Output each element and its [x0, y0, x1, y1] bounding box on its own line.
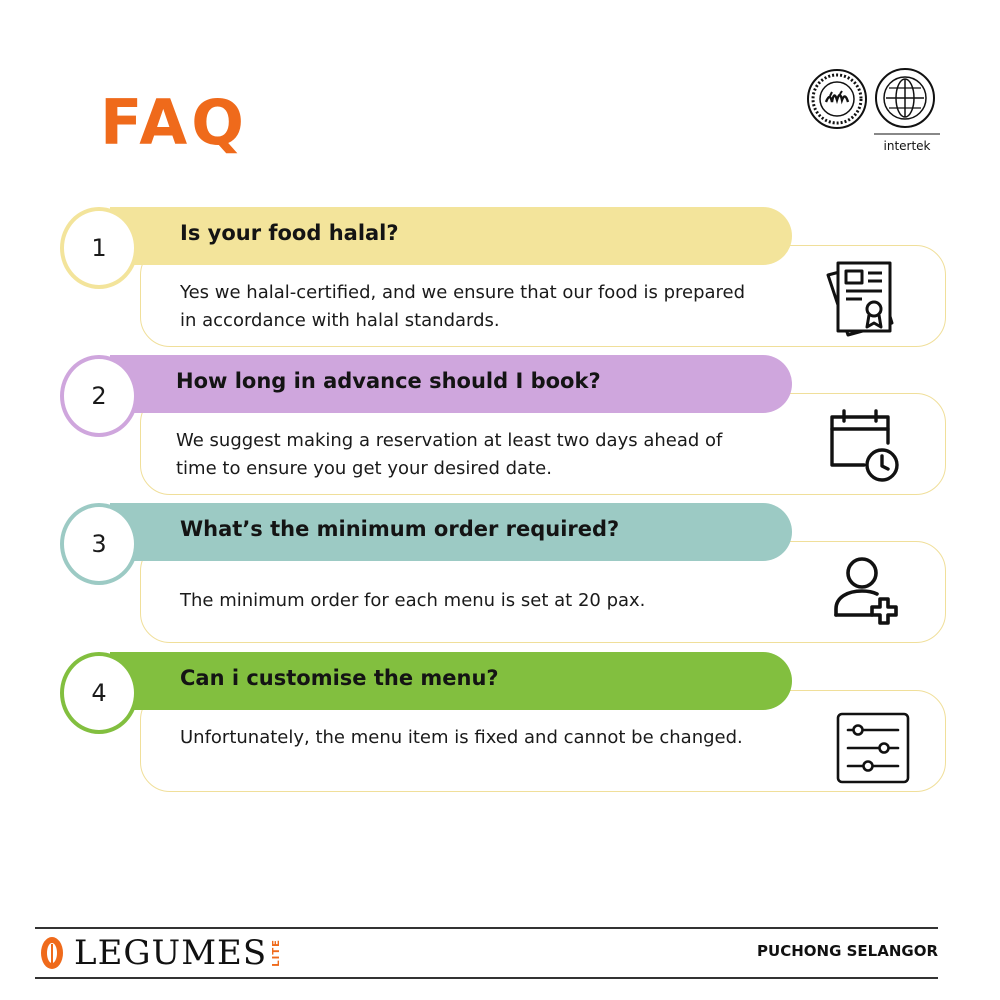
faq-question: How long in advance should I book? — [176, 369, 601, 393]
faq-item-2 — [0, 355, 1000, 500]
faq-number: 4 — [60, 652, 138, 734]
add-user-icon — [828, 551, 908, 631]
footer-divider-bottom — [35, 977, 938, 979]
location-label: PUCHONG SELANGOR — [757, 942, 938, 960]
faq-item-4 — [0, 652, 1000, 797]
intertek-label: intertek — [883, 139, 931, 153]
faq-number: 1 — [60, 207, 138, 289]
page-title: FAQ — [100, 86, 248, 159]
footer-divider-top — [35, 927, 938, 929]
faq-question: Can i customise the menu? — [180, 666, 499, 690]
faq-answer: Unfortunately, the menu item is fixed and cannot be changed. — [180, 727, 743, 748]
certificate-icon — [822, 257, 902, 337]
sliders-icon — [834, 710, 914, 790]
brand-logo — [40, 933, 282, 973]
halal-certification-logo — [806, 68, 868, 130]
faq-number: 3 — [60, 503, 138, 585]
faq-item-3 — [0, 503, 1000, 648]
brand-suffix: LITE — [271, 939, 283, 967]
brand-mark-icon — [40, 936, 64, 970]
intertek-certification-logo — [872, 66, 942, 158]
faq-item-1 — [0, 207, 1000, 352]
calendar-clock-icon — [824, 405, 904, 485]
faq-answer: Yes we halal-certified, and we ensure that our food is prepared in accordance with halal standards. — [180, 282, 746, 331]
faq-question: Is your food halal? — [180, 221, 399, 245]
faq-answer: The minimum order for each menu is set at 20 pax. — [180, 590, 646, 611]
faq-answer: We suggest making a reservation at least two days ahead of time to ensure you get your desired date. — [176, 430, 723, 479]
brand-name: LEGUMES — [74, 933, 268, 973]
faq-question: What’s the minimum order required? — [180, 517, 620, 541]
faq-number: 2 — [60, 355, 138, 437]
